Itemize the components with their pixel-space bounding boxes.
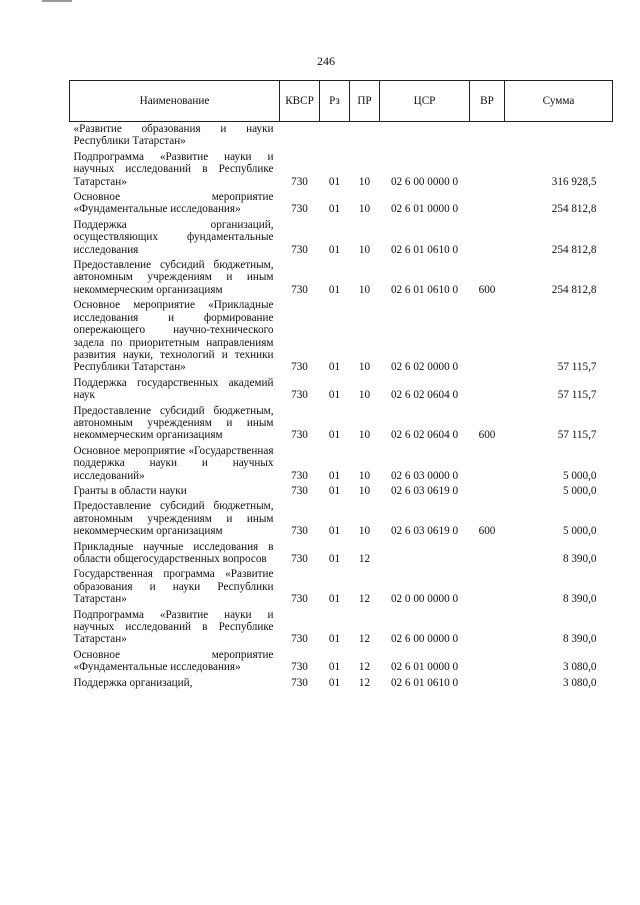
cell-vr: 600 (478, 429, 496, 442)
cell-name: Государственная программа «Развитие образования и науки Республики Татарстан» (73, 568, 274, 606)
cell-csr: 02 6 03 0619 0 (390, 525, 459, 538)
cell-kvsr: 730 (291, 525, 308, 538)
cell-sum: 316 928,5 (551, 175, 597, 188)
table-row (70, 444, 613, 484)
cell-rz: 01 (328, 633, 341, 646)
header-row (70, 81, 613, 122)
cell-pr: 10 (358, 525, 371, 538)
table-row (70, 499, 613, 539)
cell-rz: 01 (328, 243, 341, 256)
cell-vr (470, 648, 505, 676)
cell-name: Предоставление субсидий бюджетным, автономным учреждениям и иным некоммерческим организациям (73, 500, 274, 538)
table-body (70, 122, 613, 692)
cell-sum: 8 390,0 (562, 553, 597, 565)
cell-name: Прикладные научные исследования в области общегосударственных вопросов (73, 540, 274, 565)
budget-table (69, 80, 613, 691)
cell-sum: 254 812,8 (551, 243, 597, 256)
cell-vr (470, 298, 505, 375)
table-row (70, 190, 613, 218)
cell-rz: 01 (328, 661, 341, 674)
table-row (70, 298, 613, 375)
page-number: 246 (317, 54, 335, 68)
cell-kvsr: 730 (291, 661, 308, 674)
cell-sum: 57 115,7 (557, 361, 597, 374)
cell-kvsr: 730 (291, 553, 308, 565)
cell-name: Предоставление субсидий бюджетным, автономным учреждениям и иным некоммерческим организациям (73, 259, 274, 296)
cell-vr (470, 218, 505, 258)
cell-rz: 01 (328, 484, 341, 497)
cell-name: Основное мероприятие «Фундаментальные исследования» (73, 191, 274, 216)
cell-sum: 8 390,0 (562, 633, 597, 646)
cell-name: Основное мероприятие «Прикладные исследования и формирование опережающего научно-технического задела по приоритетным направлениям развития науки, технологий и техники Республики Татарстан» (73, 299, 274, 374)
header-kvsr: КВСР (280, 81, 320, 122)
cell-vr (470, 150, 505, 190)
cell-sum: 254 812,8 (551, 203, 597, 216)
cell-vr (470, 608, 505, 648)
cell-rz (320, 122, 350, 150)
cell-kvsr: 730 (291, 469, 308, 482)
table-row (70, 676, 613, 691)
scan-edge-mark (42, 0, 72, 2)
cell-kvsr: 730 (291, 283, 308, 296)
cell-sum: 5 000,0 (562, 469, 597, 482)
cell-pr: 12 (358, 593, 371, 606)
cell-csr: 02 6 00 0000 0 (390, 633, 459, 646)
cell-name: Поддержка организаций, осуществляющих фундаментальные исследования (73, 218, 274, 256)
cell-kvsr: 730 (291, 243, 308, 256)
cell-rz: 01 (328, 203, 341, 216)
table-row (70, 218, 613, 258)
cell-pr (350, 122, 380, 150)
cell-kvsr: 730 (291, 361, 308, 374)
cell-rz: 01 (328, 283, 341, 296)
cell-rz: 01 (328, 469, 341, 482)
table-row (70, 540, 613, 568)
cell-pr: 10 (358, 361, 371, 374)
cell-kvsr: 730 (291, 484, 308, 497)
cell-pr: 10 (358, 283, 371, 296)
cell-name: Подпрограмма «Развитие науки и научных исследований в Республике Татарстан» (73, 150, 274, 188)
cell-csr: 02 6 01 0000 0 (390, 203, 459, 216)
cell-csr: 02 6 02 0604 0 (390, 389, 459, 402)
table-row (70, 122, 613, 150)
cell-csr (380, 122, 470, 150)
table-row (70, 608, 613, 648)
cell-rz: 01 (328, 676, 341, 689)
cell-name: Основное мероприятие «Государственная поддержка науки и научных исследований» (73, 444, 274, 482)
cell-csr: 02 6 01 0610 0 (390, 243, 459, 256)
cell-rz: 01 (328, 361, 341, 374)
cell-sum: 254 812,8 (551, 283, 597, 296)
cell-vr (470, 444, 505, 484)
cell-pr: 12 (358, 661, 371, 674)
cell-pr: 12 (358, 676, 371, 689)
cell-rz: 01 (328, 593, 341, 606)
cell-pr: 10 (358, 484, 371, 497)
cell-rz: 01 (328, 429, 341, 442)
header-name: Наименование (70, 81, 280, 122)
cell-vr (470, 376, 505, 404)
cell-csr: 02 6 03 0619 0 (390, 484, 459, 497)
cell-csr (380, 540, 470, 568)
header-pr: ПР (350, 81, 380, 122)
cell-rz: 01 (328, 175, 341, 188)
cell-vr (470, 190, 505, 218)
cell-kvsr: 730 (291, 429, 308, 442)
cell-sum: 57 115,7 (557, 429, 597, 442)
table-row (70, 376, 613, 404)
cell-name: Подпрограмма «Развитие науки и научных исследований в Республике Татарстан» (73, 608, 274, 646)
table-header (70, 81, 613, 122)
cell-name: Гранты в области науки (73, 484, 187, 497)
table-row (70, 484, 613, 499)
cell-sum: 5 000,0 (562, 484, 597, 497)
cell-pr: 12 (358, 553, 371, 565)
cell-csr: 02 6 01 0610 0 (390, 283, 459, 296)
cell-sum: 8 390,0 (562, 593, 597, 606)
cell-vr (470, 122, 505, 150)
cell-kvsr: 730 (291, 175, 308, 188)
cell-csr: 02 6 02 0604 0 (390, 429, 459, 442)
cell-csr: 02 0 00 0000 0 (390, 593, 459, 606)
header-rz: Рз (320, 81, 350, 122)
cell-pr: 10 (358, 389, 371, 402)
cell-csr: 02 6 00 0000 0 (390, 175, 459, 188)
table-row (70, 567, 613, 607)
header-csr: ЦСР (380, 81, 470, 122)
cell-vr: 600 (478, 525, 496, 538)
cell-csr: 02 6 01 0610 0 (390, 676, 459, 689)
table-row (70, 150, 613, 190)
cell-pr: 12 (358, 633, 371, 646)
cell-pr: 10 (358, 243, 371, 256)
header-sum: Сумма (505, 81, 613, 122)
cell-rz: 01 (328, 525, 341, 538)
cell-vr (470, 676, 505, 691)
cell-csr: 02 6 03 0000 0 (390, 469, 459, 482)
cell-rz: 01 (328, 553, 341, 565)
cell-csr: 02 6 01 0000 0 (390, 661, 459, 674)
cell-vr (470, 567, 505, 607)
cell-name: «Развитие образования и науки Республики Татарстан» (73, 123, 274, 148)
cell-pr: 10 (358, 469, 371, 482)
cell-pr: 10 (358, 175, 371, 188)
cell-kvsr: 730 (291, 203, 308, 216)
cell-sum: 3 080,0 (562, 661, 597, 674)
cell-kvsr: 730 (291, 633, 308, 646)
cell-sum: 5 000,0 (562, 525, 597, 538)
table-row (70, 404, 613, 444)
cell-name: Основное мероприятие «Фундаментальные исследования» (73, 648, 274, 674)
cell-vr (470, 484, 505, 499)
cell-name: Поддержка государственных академий наук (73, 376, 274, 402)
cell-name: Поддержка организаций, (73, 676, 193, 689)
cell-kvsr (280, 122, 320, 150)
table-row (70, 648, 613, 676)
cell-vr (470, 540, 505, 568)
cell-kvsr: 730 (291, 676, 308, 689)
header-vr: ВР (470, 81, 505, 122)
cell-vr: 600 (478, 283, 496, 296)
cell-sum: 57 115,7 (557, 389, 597, 402)
cell-kvsr: 730 (291, 593, 308, 606)
cell-rz: 01 (328, 389, 341, 402)
cell-name: Предоставление субсидий бюджетным, автономным учреждениям и иным некоммерческим организациям (73, 404, 274, 442)
cell-sum: 3 080,0 (562, 676, 597, 689)
cell-pr: 10 (358, 429, 371, 442)
cell-pr: 10 (358, 203, 371, 216)
cell-sum (505, 122, 613, 150)
table-row (70, 258, 613, 298)
cell-kvsr: 730 (291, 389, 308, 402)
cell-csr: 02 6 02 0000 0 (390, 361, 459, 374)
